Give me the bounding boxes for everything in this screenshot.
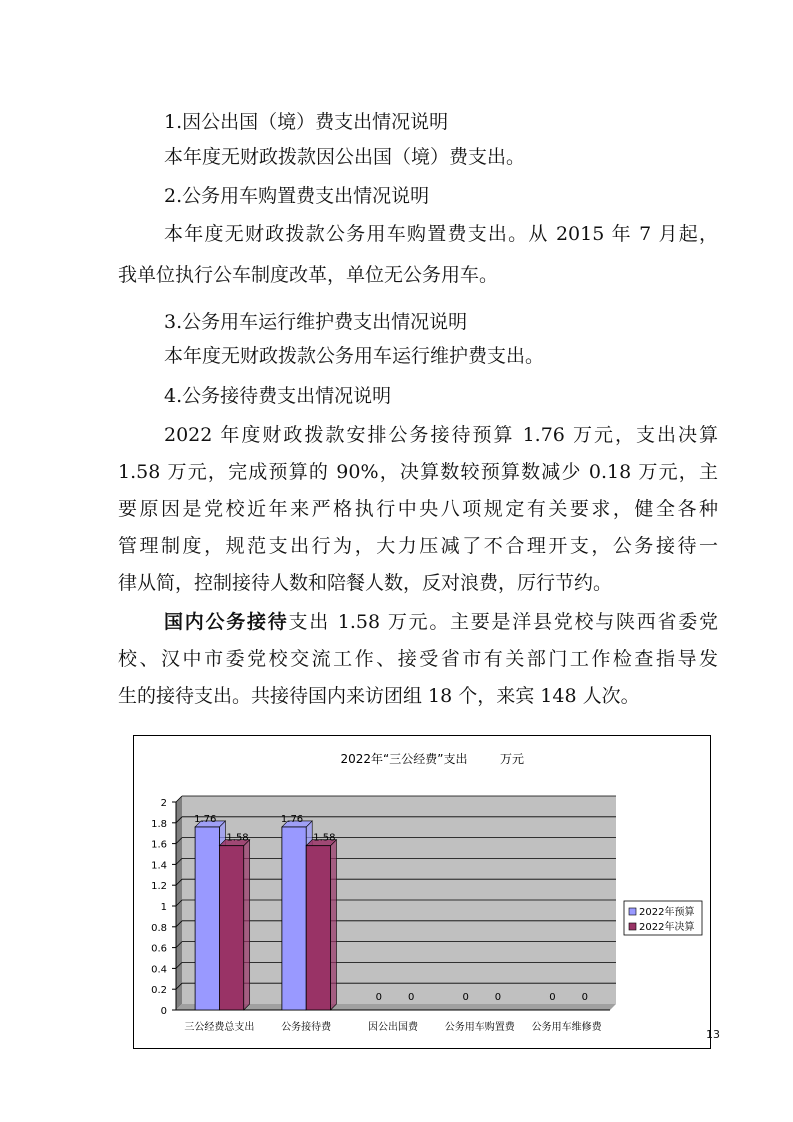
- bar-value-label: 0: [407, 992, 415, 1003]
- chart-plot: [151, 796, 702, 1033]
- text-domestic-line3: 生的接待支出。共接待国内来访团组 18 个，来宾 148 人次。: [118, 685, 640, 707]
- chart-svg: [134, 736, 710, 1048]
- page-number: 13: [706, 1028, 720, 1041]
- y-tick-label: 1.2: [151, 881, 167, 893]
- y-tick-label: 0.4: [151, 964, 167, 976]
- y-tick-label: 0: [160, 1006, 167, 1017]
- y-tick-label: 1: [160, 902, 167, 913]
- legend-label: 2022年决算: [639, 922, 695, 933]
- x-category-label: 因公出国费: [368, 1022, 418, 1033]
- bar-value-label: 0: [581, 992, 588, 1003]
- heading-vehicle-maintenance: 3.公务用车运行维护费支出情况说明: [164, 311, 468, 333]
- text-reception-line2: 1.58 万元，完成预算的 90%，决算数较预算数减少 0.18 万元，主: [118, 461, 718, 483]
- text-travel-abroad: 本年度无财政拨款因公出国（境）费支出。: [164, 146, 526, 168]
- bar: [219, 846, 243, 1010]
- bar-value-label: 0: [494, 992, 502, 1003]
- text-domestic-line2: 校、汉中市委党校交流工作、接受省市有关部门工作检查指导发: [118, 648, 718, 670]
- domestic-reception-bold: 国内公务接待: [164, 611, 289, 633]
- text-reception-line5: 律从简，控制接待人数和陪餐人数，反对浪费，厉行节约。: [118, 572, 613, 594]
- y-tick-label: 0.2: [151, 985, 167, 997]
- y-tick-label: 1.4: [151, 860, 167, 872]
- chart-container: [133, 735, 711, 1049]
- x-category-label: 三公经费总支出: [184, 1022, 255, 1033]
- bar-value-label: 1.76: [280, 813, 304, 825]
- heading-vehicle-purchase: 2.公务用车购置费支出情况说明: [164, 185, 430, 207]
- text-vehicle-maintenance: 本年度无财政拨款公务用车运行维护费支出。: [164, 345, 545, 367]
- bar-value-label: 0: [462, 992, 469, 1003]
- heading-travel-abroad: 1.因公出国（境）费支出情况说明: [164, 111, 449, 133]
- x-category-label: 公务用车维修费: [531, 1022, 602, 1033]
- x-category-label: 公务用车购置费: [444, 1022, 515, 1033]
- y-tick-label: 1.8: [151, 818, 167, 830]
- heading-reception: 4.公务接待费支出情况说明: [164, 385, 392, 407]
- legend-label: 2022年预算: [639, 907, 695, 918]
- y-tick-label: 1.6: [151, 839, 167, 851]
- text-domestic-line1: [164, 610, 718, 634]
- legend-swatch: [629, 908, 636, 915]
- bar-value-label: 0: [375, 992, 383, 1003]
- bar-value-label: 1.58: [313, 832, 336, 844]
- legend-swatch: [629, 923, 636, 930]
- text-reception-line3: 要原因是党校近年来严格执行中央八项规定有关要求，健全各种: [118, 498, 718, 520]
- text-reception-line1: 2022 年度财政拨款安排公务接待预算 1.76 万元，支出决算: [164, 424, 718, 446]
- bar-value-label: 1.76: [194, 813, 217, 825]
- bar-side: [331, 840, 337, 1010]
- bar: [282, 827, 306, 1010]
- bar-side: [244, 840, 250, 1010]
- bar: [195, 827, 219, 1010]
- bar-value-label: 1.58: [226, 832, 249, 844]
- bar: [306, 846, 330, 1010]
- text-vehicle-purchase-line2: 我单位执行公车制度改革，单位无公务用车。: [118, 264, 499, 286]
- bar-value-label: 0: [549, 992, 556, 1003]
- y-tick-label: 0.8: [151, 922, 167, 934]
- chart-title: 2022年“三公经费”支出: [340, 752, 468, 766]
- text-reception-line4: 管理制度，规范支出行为，大力压减了不合理开支，公务接待一: [118, 535, 718, 557]
- y-tick-label: 2: [160, 798, 167, 809]
- chart-unit: 万元: [499, 752, 525, 766]
- y-tick-label: 0.6: [151, 943, 167, 955]
- domestic-line1-rest: 支出 1.58 万元。主要是洋县党校与陕西省委党: [288, 611, 718, 633]
- x-category-label: 公务接待费: [281, 1022, 332, 1033]
- text-vehicle-purchase-line1: 本年度无财政拨款公务用车购置费支出。从 2015 年 7 月起，: [164, 223, 718, 245]
